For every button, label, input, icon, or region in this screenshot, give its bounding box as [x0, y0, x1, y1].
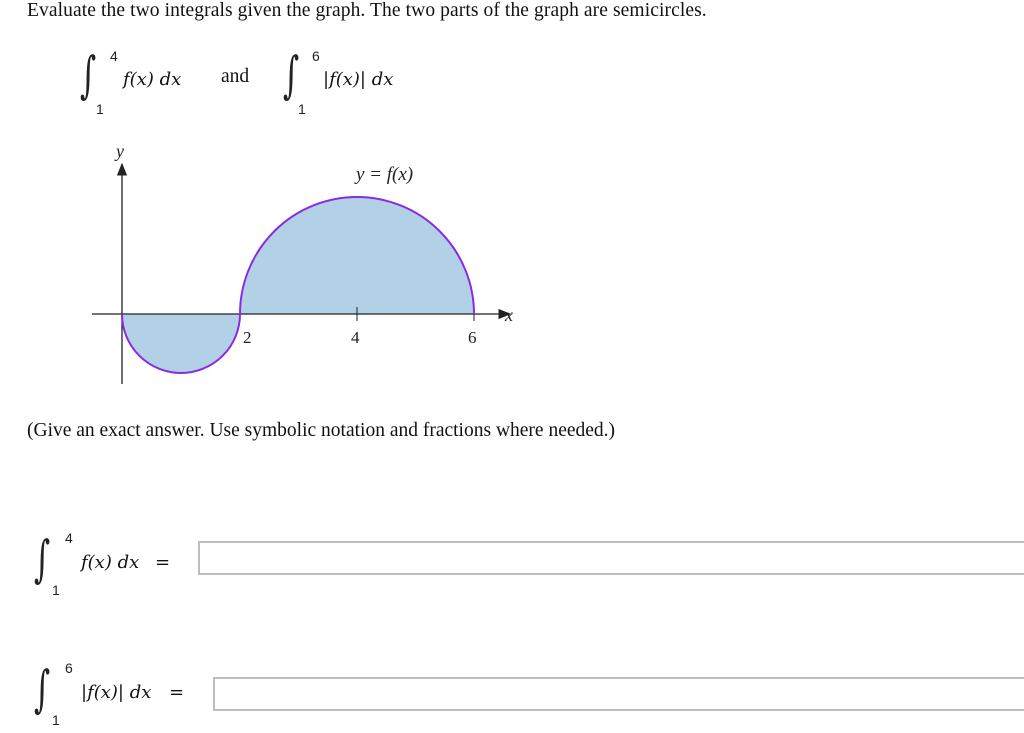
header-integral-2	[283, 48, 433, 118]
answer-instructions: (Give an exact answer. Use symbolic notation and fractions where needed.)	[27, 420, 616, 441]
integrand: f(x) dx	[81, 552, 140, 573]
question-prompt: Evaluate the two integrals given the graph. The two parts of the graph are semicircles.	[27, 0, 707, 21]
lower-semicircle-region	[122, 314, 240, 373]
integrand: |f(x)| dx	[323, 69, 394, 90]
upper-limit: 6	[312, 48, 320, 64]
upper-limit: 6	[65, 660, 73, 676]
upper-limit: 4	[65, 530, 73, 546]
integral-sign-icon: ∫	[283, 46, 300, 104]
x-tick-label-6: 6	[468, 328, 477, 347]
integral-sign-icon: ∫	[80, 46, 97, 104]
integral-sign-icon: ∫	[34, 530, 51, 588]
upper-limit: 4	[110, 48, 118, 64]
integrand: |f(x)| dx	[81, 682, 152, 703]
equals-sign: =	[155, 552, 171, 573]
lower-limit: 1	[96, 101, 104, 117]
equals-sign: =	[169, 682, 185, 703]
upper-semicircle-region	[240, 197, 474, 314]
integrand: f(x) dx	[123, 69, 182, 90]
lower-limit: 1	[298, 101, 306, 117]
x-tick-label-2: 2	[243, 328, 252, 347]
function-graph	[0, 130, 560, 400]
function-label: y = f(x)	[356, 164, 414, 185]
integral-sign-icon: ∫	[34, 660, 51, 718]
answer-input-2[interactable]	[213, 677, 1024, 711]
lower-limit: 1	[52, 582, 60, 598]
lower-limit: 1	[52, 712, 60, 728]
and-connector: and	[221, 66, 250, 87]
x-tick-label-4: 4	[351, 328, 360, 347]
x-axis-label: x	[505, 305, 513, 325]
answer-input-1[interactable]	[198, 541, 1024, 575]
header-integral-1	[80, 48, 220, 118]
y-axis-label: y	[116, 141, 124, 161]
